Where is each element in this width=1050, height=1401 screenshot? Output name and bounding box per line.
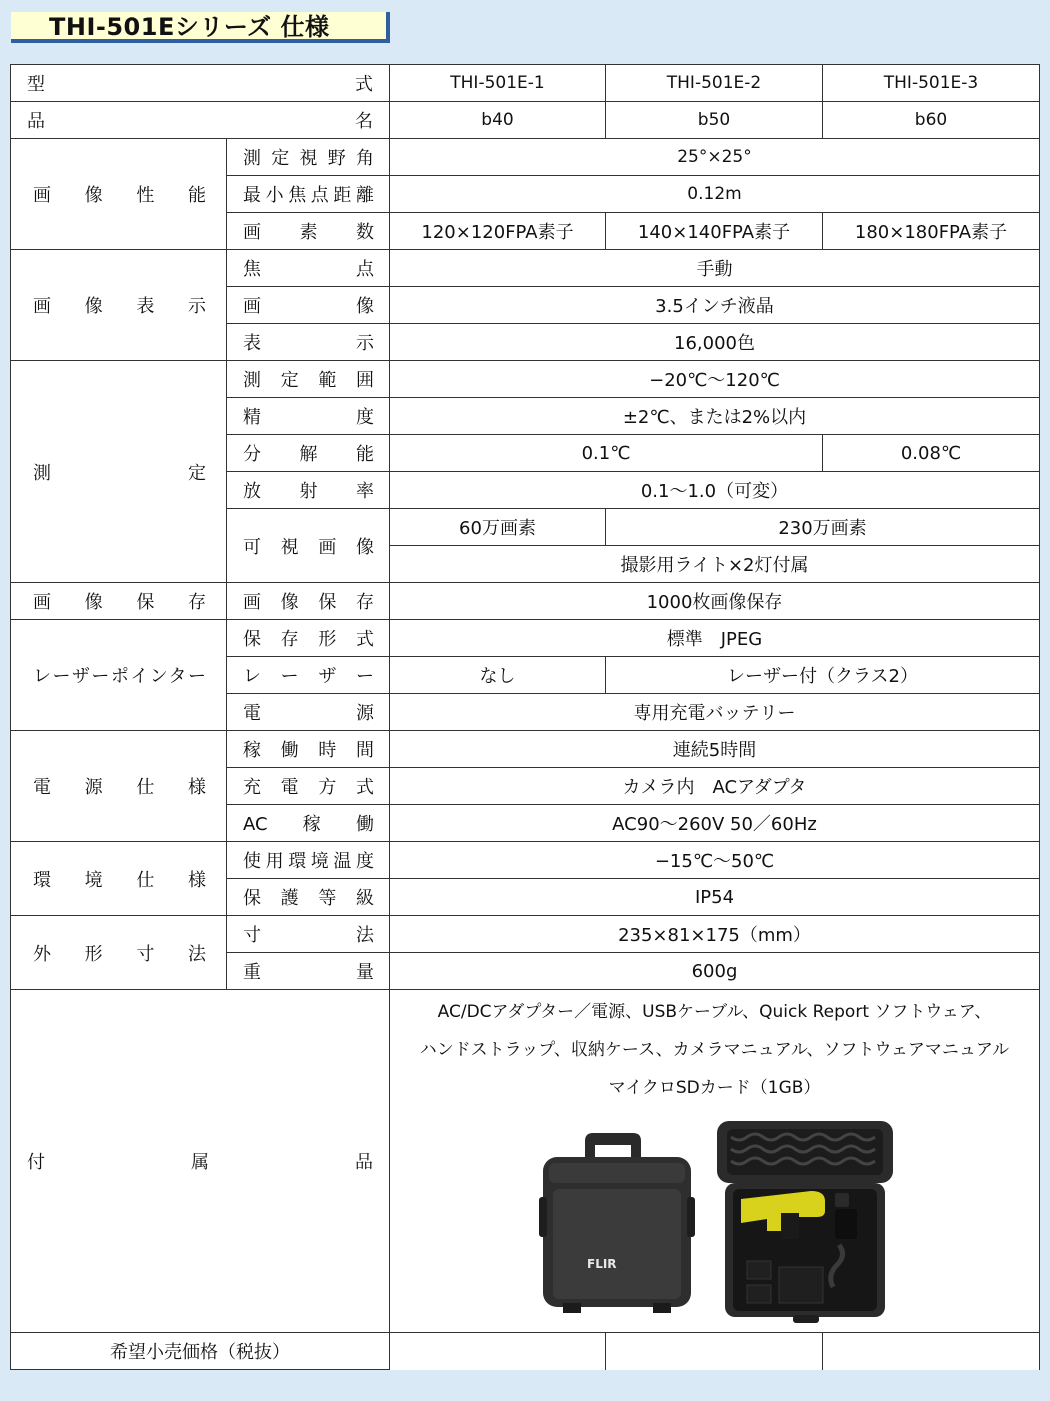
spec-value: 0.12m [390, 176, 1040, 213]
spec-value: ±2℃、または2%以内 [390, 398, 1040, 435]
spec-label: レーザー [227, 657, 390, 694]
spec-value: IP54 [390, 879, 1040, 916]
spec-label: 放射率 [227, 472, 390, 509]
spec-label: 表示 [227, 324, 390, 361]
spec-value: −15℃〜50℃ [390, 842, 1040, 879]
spec-label: 重量 [227, 953, 390, 990]
group-label: 画像表示 [11, 250, 227, 361]
spec-value: 連続5時間 [390, 731, 1040, 768]
case-logo: FLIR [586, 1257, 617, 1271]
table-row [11, 583, 1040, 620]
spec-value: 180×180FPA素子 [823, 213, 1040, 250]
spec-value: 25°×25° [390, 139, 1040, 176]
spec-value: −20℃〜120℃ [390, 361, 1040, 398]
spec-label: 精度 [227, 398, 390, 435]
accessories-line: AC/DCアダプター／電源、USBケーブル、Quick Report ソフトウェア、 [437, 1002, 992, 1022]
name-cell: b50 [606, 102, 823, 139]
spec-value: 1000枚画像保存 [390, 583, 1040, 620]
accessories-list [394, 990, 1035, 1107]
accessories-label: 付属品 [11, 990, 390, 1333]
spec-label: 電源 [227, 694, 390, 731]
spec-label: 保存形式 [227, 620, 390, 657]
group-label: 外形寸法 [11, 916, 227, 990]
group-label: 環境仕様 [11, 842, 227, 916]
spec-label: 焦点 [227, 250, 390, 287]
group-label: 画像性能 [11, 139, 227, 250]
spec-label: 寸法 [227, 916, 390, 953]
spec-value: 手動 [390, 250, 1040, 287]
spec-value: 235×81×175（mm） [390, 916, 1040, 953]
closed-case-image [539, 1133, 695, 1313]
accessories-line: マイクロSDカード（1GB） [608, 1078, 821, 1098]
spec-label: 最小焦点距離 [227, 176, 390, 213]
spec-value: 0.1℃ [390, 435, 823, 472]
spec-value: 専用充電バッテリー [390, 694, 1040, 731]
name-cell: b40 [390, 102, 606, 139]
spec-label: 稼働時間 [227, 731, 390, 768]
spec-label: AC稼働 [227, 805, 390, 842]
group-label: 電源仕様 [11, 731, 227, 842]
table-row [11, 731, 1040, 768]
table-row [11, 139, 1040, 176]
open-case-image [717, 1121, 893, 1323]
table-row [11, 102, 1040, 139]
spec-value: 撮影用ライト×2灯付属 [390, 546, 1040, 583]
spec-label: 保護等級 [227, 879, 390, 916]
group-label: 測定 [11, 361, 227, 583]
spec-label: 充電方式 [227, 768, 390, 805]
table-row [11, 1333, 1040, 1370]
name-cell: b60 [823, 102, 1040, 139]
spec-label: 可視画像 [227, 509, 390, 583]
model-header: 型式 [11, 65, 390, 102]
spec-value: AC90〜260V 50／60Hz [390, 805, 1040, 842]
spec-value: 16,000色 [390, 324, 1040, 361]
spec-value: 0.1〜1.0（可変） [390, 472, 1040, 509]
table-row [11, 620, 1040, 657]
spec-value: レーザー付（クラス2） [606, 657, 1040, 694]
group-label: レーザーポインター [11, 620, 227, 731]
price-label: 希望小売価格（税抜） [11, 1333, 390, 1370]
spec-value: 標準 JPEG [390, 620, 1040, 657]
spec-value: 0.08℃ [823, 435, 1040, 472]
table-row [11, 842, 1040, 879]
spec-value: 230万画素 [606, 509, 1040, 546]
spec-label: 使用環境温度 [227, 842, 390, 879]
page-title: THI-501Eシリーズ 仕様 [11, 12, 390, 43]
spec-label: 画像保存 [227, 583, 390, 620]
table-row [11, 65, 1040, 102]
price-cell [390, 1333, 606, 1370]
table-row [11, 361, 1040, 398]
accessories-cell [390, 990, 1040, 1333]
spec-value: なし [390, 657, 606, 694]
spec-value: 60万画素 [390, 509, 606, 546]
name-header: 品名 [11, 102, 390, 139]
model-cell: THI-501E-2 [606, 65, 823, 102]
spec-value: 120×120FPA素子 [390, 213, 606, 250]
spec-value: 3.5インチ液晶 [390, 287, 1040, 324]
table-row [11, 916, 1040, 953]
model-cell: THI-501E-3 [823, 65, 1040, 102]
price-cell [823, 1333, 1040, 1370]
spec-label: 画像 [227, 287, 390, 324]
price-cell [606, 1333, 823, 1370]
spec-value: カメラ内 ACアダプタ [390, 768, 1040, 805]
spec-label: 測定範囲 [227, 361, 390, 398]
spec-table [10, 64, 1040, 1370]
spec-label: 測定視野角 [227, 139, 390, 176]
spec-label: 分解能 [227, 435, 390, 472]
spec-value: 140×140FPA素子 [606, 213, 823, 250]
table-row [11, 250, 1040, 287]
spec-label: 画素数 [227, 213, 390, 250]
model-cell: THI-501E-1 [390, 65, 606, 102]
group-label: 画像保存 [11, 583, 227, 620]
product-photo [535, 1117, 895, 1327]
accessories-line: ハンドストラップ、収納ケース、カメラマニュアル、ソフトウェアマニュアル [419, 1040, 1010, 1060]
spec-value: 600g [390, 953, 1040, 990]
table-row [11, 990, 1040, 1333]
